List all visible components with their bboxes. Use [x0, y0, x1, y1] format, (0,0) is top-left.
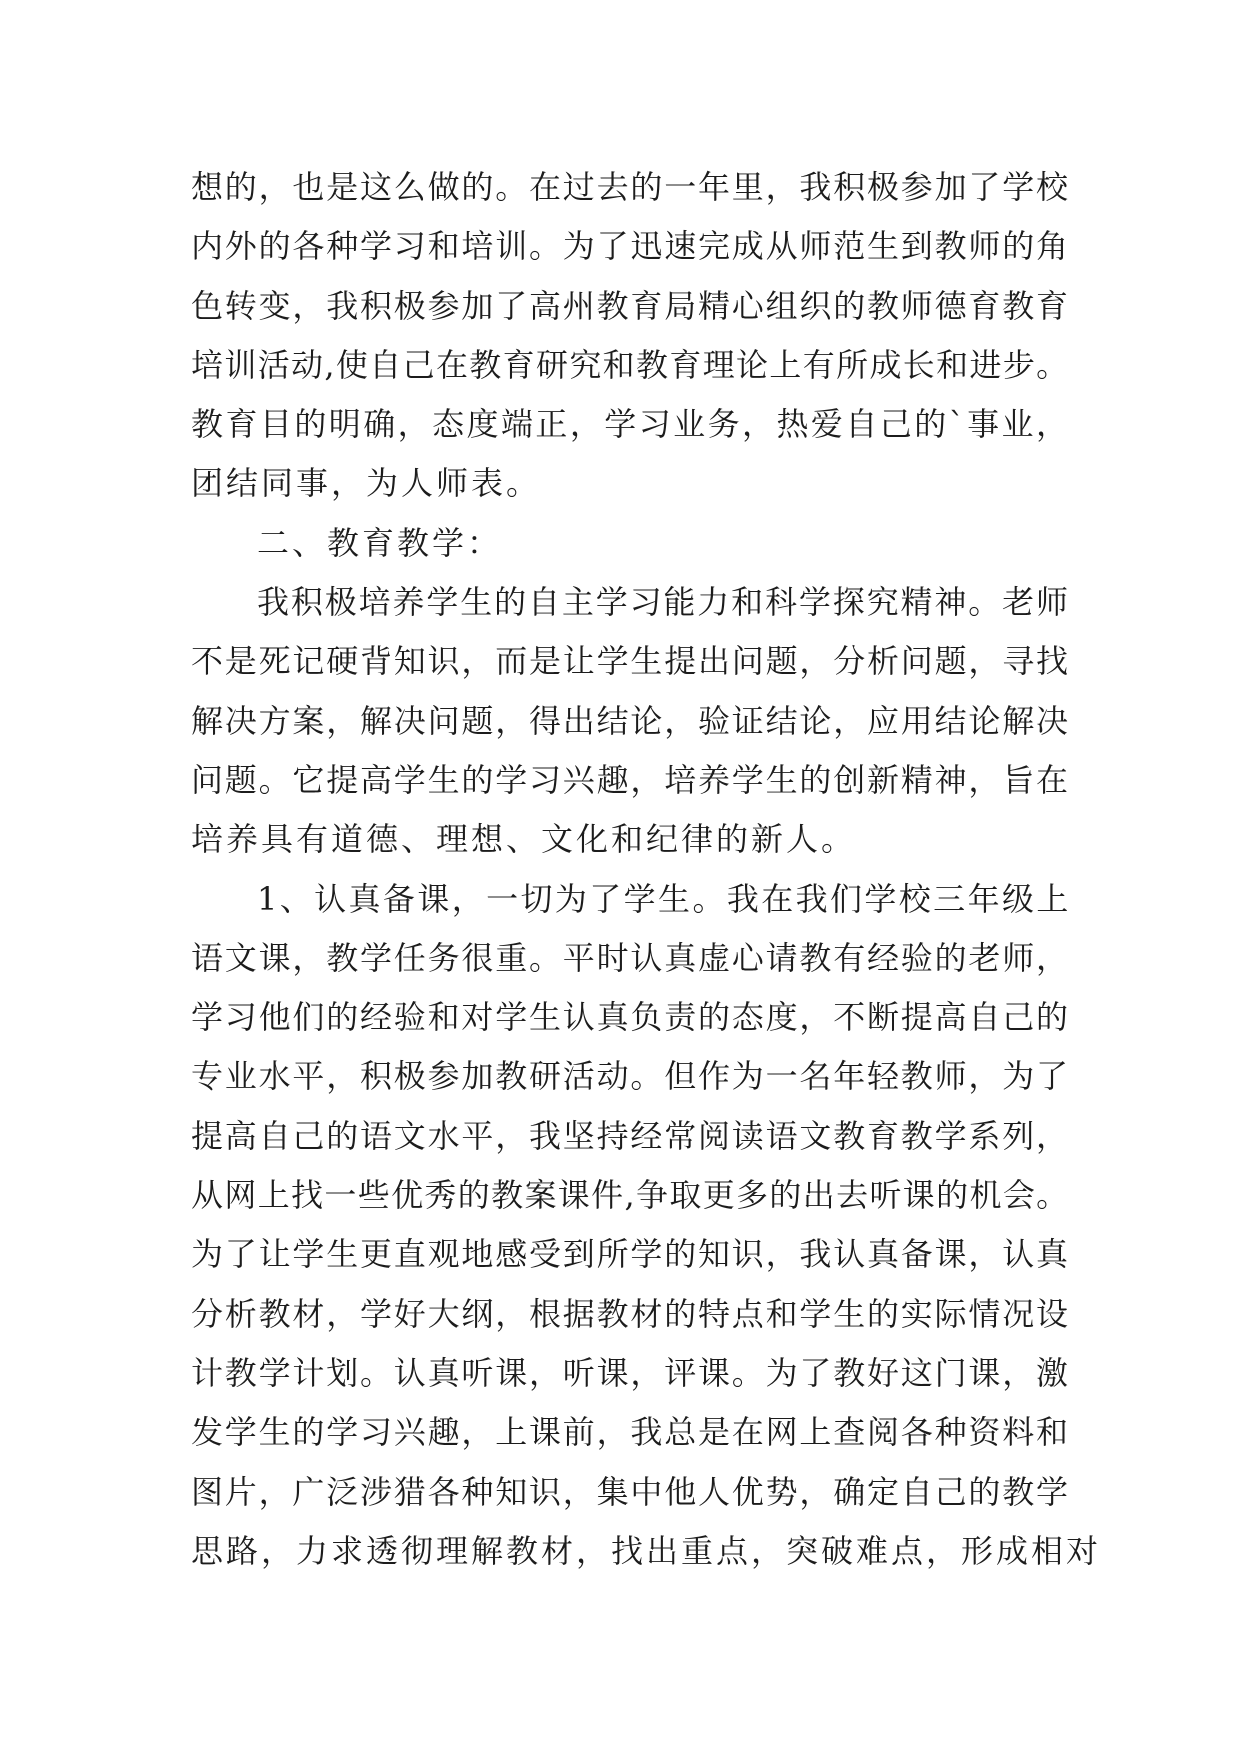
- text-line: 色转变，我积极参加了高州教育局精心组织的教师德育教育: [191, 286, 1070, 325]
- text-line: 计教学计划。认真听课，听课，评课。为了教好这门课，激: [191, 1353, 1070, 1392]
- text-line: 图片，广泛涉猎各种知识，集中他人优势，确定自己的教学: [191, 1472, 1070, 1511]
- document-body: [191, 158, 1102, 1581]
- text-line: 想的，也是这么做的。在过去的一年里，我积极参加了学校: [191, 168, 1070, 206]
- text-line: 语文课，教学任务很重。平时认真虚心请教有经验的老师，: [191, 938, 1070, 977]
- text-line: 解决方案，解决问题，得出结论，验证结论，应用结论解决: [191, 701, 1070, 740]
- text-line: 学习他们的经验和对学生认真负责的态度，不断提高自己的: [191, 998, 1070, 1037]
- text-line: 问题。它提高学生的学习兴趣，培养学生的创新精神，旨在: [191, 760, 1070, 799]
- text-line: 思路，力求透彻理解教材，找出重点，突破难点，形成相对: [191, 1531, 1102, 1570]
- text-line: 我积极培养学生的自主学习能力和科学探究精神。老师: [257, 583, 1070, 622]
- text-line: 分析教材，学好大纲，根据教材的特点和学生的实际情况设: [191, 1294, 1070, 1333]
- text-line: 内外的各种学习和培训。为了迅速完成从师范生到教师的角: [191, 227, 1070, 266]
- section-heading: 二、教育教学：: [257, 523, 503, 562]
- text-line: 团结同事，为人师表。: [191, 464, 542, 503]
- text-line: 提高自己的语文水平，我坚持经常阅读语文教育教学系列，: [191, 1116, 1070, 1155]
- text-line: 为了让学生更直观地感受到所学的知识，我认真备课，认真: [191, 1235, 1070, 1274]
- text-line: 发学生的学习兴趣，上课前，我总是在网上查阅各种资料和: [191, 1413, 1070, 1452]
- text-line: 教育目的明确，态度端正，学习业务，热爱自己的`事业，: [191, 405, 1071, 444]
- text-line: 不是死记硬背知识，而是让学生提出问题，分析问题，寻找: [191, 642, 1070, 681]
- text-line: 专业水平，积极参加教研活动。但作为一名年轻教师，为了: [191, 1057, 1070, 1096]
- text-line: 从网上找一些优秀的教案课件,争取更多的出去听课的机会。: [191, 1176, 1070, 1215]
- numbered-item-line: 1、认真备课，一切为了学生。我在我们学校三年级上: [257, 879, 1071, 918]
- text-line: 培训活动,使自己在教育研究和教育理论上有所成长和进步。: [191, 345, 1070, 384]
- text-line: 培养具有道德、理想、文化和纪律的新人。: [191, 820, 857, 859]
